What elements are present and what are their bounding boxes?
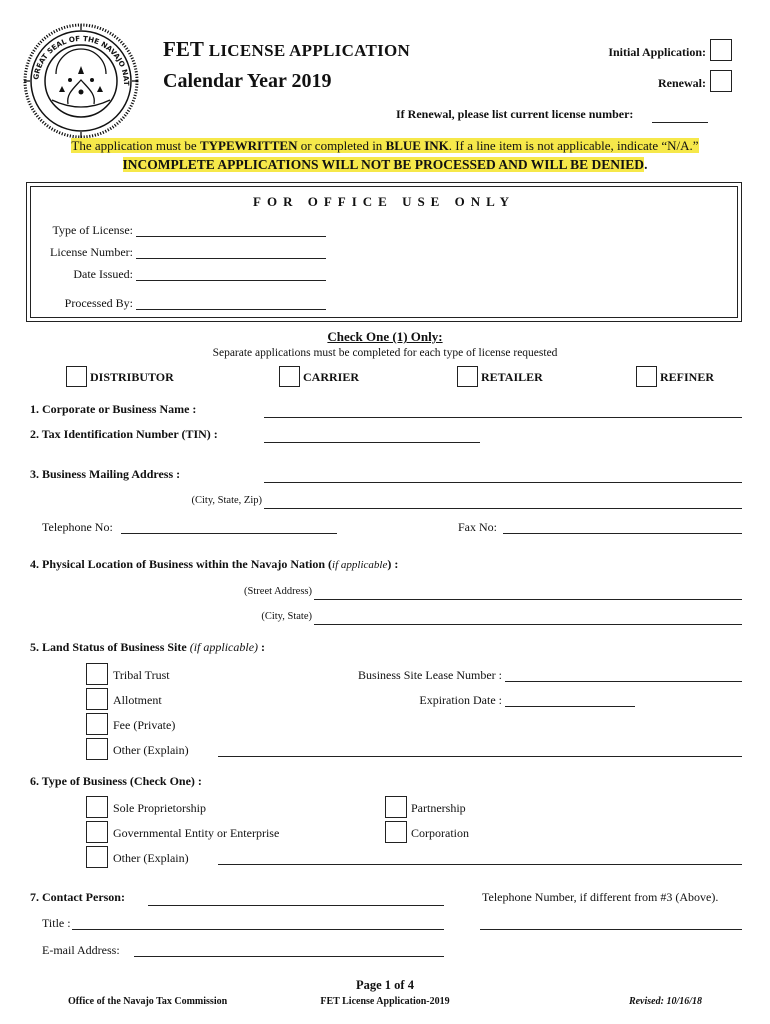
street-address-field[interactable] (314, 599, 742, 600)
expiration-date-field[interactable] (505, 706, 635, 707)
initial-application-label: Initial Application: (608, 45, 706, 59)
business-name-field[interactable] (264, 417, 742, 418)
corporation-label: Corporation (411, 826, 469, 840)
instructions-notice (0, 138, 770, 154)
navajo-seal-icon (22, 22, 140, 140)
notice-line-1 (71, 138, 698, 153)
sole-proprietorship-checkbox[interactable] (86, 796, 108, 818)
corporation-checkbox[interactable] (385, 821, 407, 843)
land-status-end: : (261, 640, 266, 654)
lease-number-field[interactable] (505, 681, 742, 682)
distributor-checkbox[interactable] (66, 366, 87, 387)
refiner-checkbox[interactable] (636, 366, 657, 387)
land-other-checkbox[interactable] (86, 738, 108, 760)
land-other-label: Other (Explain) (113, 743, 189, 757)
tribal-trust-checkbox[interactable] (86, 663, 108, 685)
carrier-label: CARRIER (303, 370, 360, 384)
fax-field[interactable] (503, 533, 742, 534)
check-one-heading: Check One (1) Only: (327, 329, 443, 344)
physical-location-text: 4. Physical Location of Business within the Navajo Nation ( (30, 557, 333, 571)
city-state-zip-label: (City, State, Zip) (191, 495, 262, 506)
check-one-subheading: Separate applications must be completed for each type of license requested (212, 347, 558, 359)
navajo-seal (22, 22, 140, 140)
partnership-label: Partnership (411, 801, 466, 815)
city-state-label: (City, State) (261, 611, 312, 622)
land-other-explain-field[interactable] (218, 756, 742, 757)
renewal-number-label: If Renewal, please list current license number: (396, 107, 634, 121)
incomplete-warning-end: . (644, 157, 648, 172)
date-issued-field[interactable] (136, 280, 326, 281)
seal-text: GREAT SEAL OF THE NAVAJO NAT (31, 33, 132, 86)
business-type-label: 6. Type of Business (Check One) : (30, 774, 202, 788)
fax-label: Fax No: (458, 520, 497, 534)
type-of-license-label: Type of License: (52, 223, 133, 237)
land-status-italic: (if applicable) (189, 640, 259, 654)
contact-person-label: 7. Contact Person: (30, 890, 125, 904)
telephone-field[interactable] (121, 533, 337, 534)
partnership-checkbox[interactable] (385, 796, 407, 818)
street-address-label: (Street Address) (244, 586, 312, 597)
business-other-explain-field[interactable] (218, 864, 742, 865)
contact-phone-label: Telephone Number, if different from #3 (Above). (482, 890, 719, 904)
tribal-trust-label: Tribal Trust (113, 668, 170, 682)
physical-location-end: ) : (387, 557, 399, 571)
incomplete-warning-text: INCOMPLETE APPLICATIONS WILL NOT BE PROCESSED AND WILL BE DENIED (122, 157, 645, 172)
governmental-entity-label: Governmental Entity or Enterprise (113, 826, 280, 840)
land-status-text: 5. Land Status of Business Site (30, 640, 187, 654)
fee-private-checkbox[interactable] (86, 713, 108, 735)
carrier-checkbox[interactable] (279, 366, 300, 387)
governmental-entity-checkbox[interactable] (86, 821, 108, 843)
retailer-checkbox[interactable] (457, 366, 478, 387)
date-issued-label: Date Issued: (73, 267, 133, 281)
contact-title-field[interactable] (72, 929, 444, 930)
fee-private-label: Fee (Private) (113, 718, 176, 732)
notice-blue-ink: BLUE INK (385, 138, 449, 153)
contact-phone-field[interactable] (480, 929, 742, 930)
physical-location-label (30, 557, 398, 572)
renewal-label: Renewal: (658, 76, 706, 90)
license-number-field[interactable] (136, 258, 326, 259)
page-number: Page 1 of 4 (356, 978, 414, 992)
business-name-label: 1. Corporate or Business Name : (30, 402, 197, 416)
allotment-label: Allotment (113, 693, 162, 707)
lease-number-label: Business Site Lease Number : (358, 668, 502, 682)
footer-revised: Revised: 10/16/18 (628, 996, 702, 1007)
telephone-label: Telephone No: (42, 520, 113, 534)
notice-text-1: The application must be (71, 138, 200, 153)
notice-text-2: or completed in (297, 138, 386, 153)
processed-by-label: Processed By: (64, 296, 133, 310)
expiration-date-label: Expiration Date : (419, 693, 502, 707)
email-label: E-mail Address: (42, 943, 120, 957)
mailing-address-label: 3. Business Mailing Address : (30, 467, 181, 481)
city-state-field[interactable] (314, 624, 742, 625)
form-subtitle: Calendar Year 2019 (163, 70, 332, 92)
email-field[interactable] (134, 956, 444, 957)
form-title (163, 37, 410, 62)
office-use-heading: FOR OFFICE USE ONLY (253, 194, 515, 209)
renewal-number-field[interactable] (652, 122, 708, 123)
land-status-label (30, 640, 265, 655)
form-title-lead: FET (163, 37, 204, 61)
city-state-zip-field[interactable] (264, 508, 742, 509)
mailing-address-field[interactable] (264, 482, 742, 483)
contact-person-field[interactable] (148, 905, 444, 906)
tin-field[interactable] (264, 442, 480, 443)
retailer-label: RETAILER (481, 370, 543, 384)
form-title-rest: LICENSE APPLICATION (208, 41, 411, 60)
allotment-checkbox[interactable] (86, 688, 108, 710)
type-of-license-field[interactable] (136, 236, 326, 237)
business-other-checkbox[interactable] (86, 846, 108, 868)
tin-label: 2. Tax Identification Number (TIN) : (30, 427, 218, 441)
footer-form-name: FET License Application-2019 (320, 996, 450, 1007)
physical-location-italic: if applicable (332, 559, 388, 571)
processed-by-field[interactable] (136, 309, 326, 310)
notice-typewritten: TYPEWRITTEN (199, 138, 298, 153)
business-other-label: Other (Explain) (113, 851, 189, 865)
license-number-label: License Number: (50, 245, 133, 259)
renewal-checkbox[interactable] (710, 70, 732, 92)
sole-proprietorship-label: Sole Proprietorship (113, 801, 206, 815)
footer-office: Office of the Navajo Tax Commission (68, 996, 228, 1007)
distributor-label: DISTRIBUTOR (90, 370, 174, 384)
initial-application-checkbox[interactable] (710, 39, 732, 61)
incomplete-warning (0, 157, 770, 173)
notice-text-3: . If a line item is not applicable, indicate “N/A.” (448, 138, 699, 153)
refiner-label: REFINER (660, 370, 715, 384)
contact-title-label: Title : (42, 916, 71, 930)
